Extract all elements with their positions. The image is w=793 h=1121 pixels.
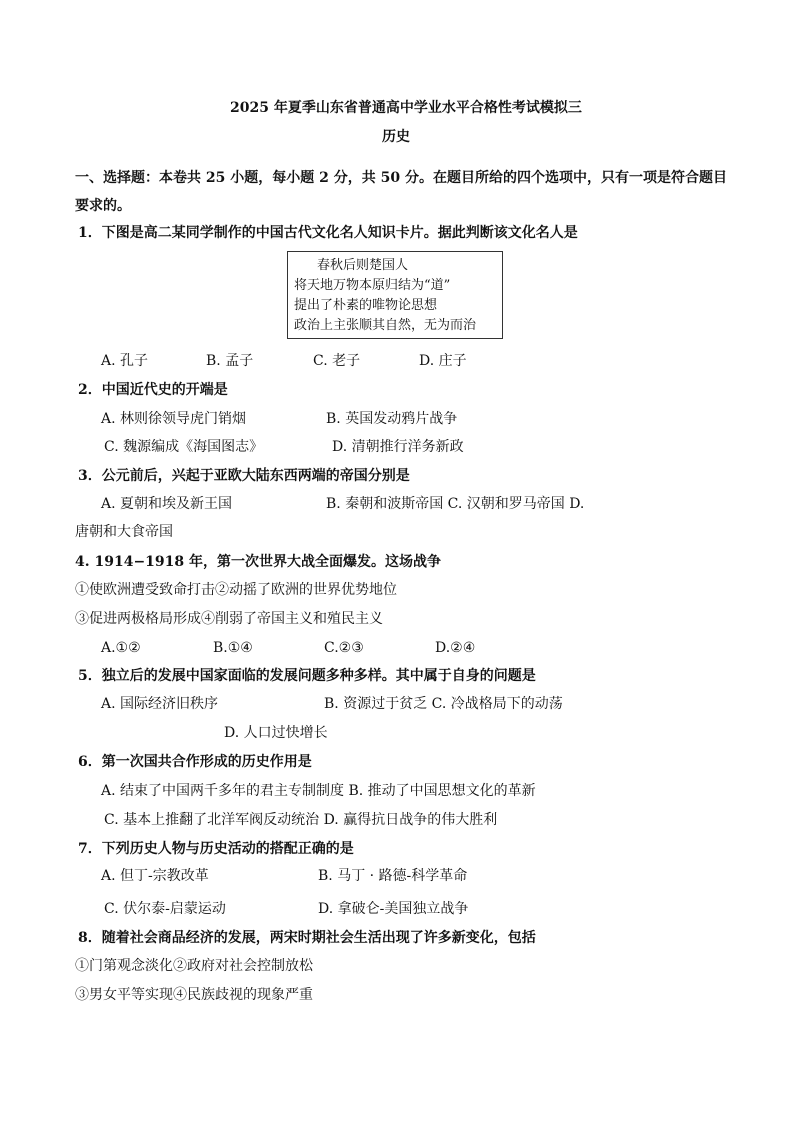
- q5-stem: 5．独立后的发展中国家面临的发展问题多种多样。其中属于自身的问题是: [78, 668, 536, 684]
- card-line: 春秋后则楚国人: [317, 258, 409, 273]
- q7-stem: 7．下列历史人物与历史活动的搭配正确的是: [78, 841, 354, 857]
- q4-option-b: B.①④: [213, 640, 253, 656]
- q2-option-c: C. 魏源编成《海国图志》: [104, 439, 264, 455]
- q7-option-b: B. 马丁 · 路德-科学革命: [318, 868, 468, 884]
- card-line: 政治上主张顺其自然，无为而治: [294, 318, 477, 333]
- q3-options-bcd: B. 秦朝和波斯帝国 C. 汉朝和罗马帝国 D.: [326, 496, 585, 512]
- q4-option-c: C.②③: [324, 640, 364, 656]
- q6-options-cd: C. 基本上推翻了北洋军阀反动统治 D. 赢得抗日战争的伟大胜利: [104, 812, 498, 828]
- q5-option-a: A. 国际经济旧秩序: [101, 696, 219, 712]
- q7-option-a: A. 但丁-宗教改革: [101, 868, 209, 884]
- q4-items-line1: ①使欧洲遭受致命打击②动摇了欧洲的世界优势地位: [75, 582, 397, 598]
- q1-option-b: B. 孟子: [206, 353, 254, 369]
- exam-title: 2025 年夏季山东省普通高中学业水平合格性考试模拟三: [230, 100, 582, 116]
- q2-stem: 2．中国近代史的开端是: [78, 382, 228, 398]
- q1-option-a: A. 孔子: [101, 353, 149, 369]
- q3-option-a: A. 夏朝和埃及新王国: [101, 496, 233, 512]
- knowledge-card: [287, 251, 503, 339]
- q8-items-line2: ③男女平等实现④民族歧视的现象严重: [75, 987, 313, 1003]
- q2-option-a: A. 林则徐领导虎门销烟: [101, 411, 247, 427]
- q4-option-d: D.②④: [435, 640, 476, 656]
- q4-items-line2: ③促进两极格局形成④削弱了帝国主义和殖民主义: [75, 611, 383, 627]
- q8-items-line1: ①门第观念淡化②政府对社会控制放松: [75, 958, 313, 974]
- subject-title: 历史: [382, 129, 410, 145]
- q3-stem: 3．公元前后，兴起于亚欧大陆东西两端的帝国分别是: [78, 468, 410, 484]
- section-intro-line2: 要求的。: [75, 198, 131, 214]
- q1-stem: 1．下图是高二某同学制作的中国古代文化名人知识卡片。据此判断该文化名人是: [78, 225, 578, 241]
- q2-option-d: D. 清朝推行洋务新政: [332, 439, 464, 455]
- q4-stem: 4. 1914−1918 年，第一次世界大战全面爆发。这场战争: [75, 554, 442, 570]
- q6-options-ab: A. 结束了中国两千多年的君主专制制度 B. 推动了中国思想文化的革新: [101, 783, 536, 799]
- q5-option-d: D. 人口过快增长: [224, 725, 328, 741]
- q5-options-bc: B. 资源过于贫乏 C. 冷战格局下的动荡: [324, 696, 563, 712]
- section-intro-line1: 一、选择题：本卷共 25 小题，每小题 2 分，共 50 分。在题目所给的四个选项中，只有一项是符合题目: [75, 170, 727, 186]
- q7-option-d: D. 拿破仑-美国独立战争: [318, 901, 469, 917]
- q8-stem: 8．随着社会商品经济的发展，两宋时期社会生活出现了许多新变化，包括: [78, 930, 536, 946]
- card-line: 将天地万物本原归结为“道”: [294, 278, 451, 293]
- q4-option-a: A.①②: [101, 640, 141, 656]
- q1-option-c: C. 老子: [313, 353, 361, 369]
- q7-option-c: C. 伏尔泰-启蒙运动: [104, 901, 226, 917]
- q3-option-d-cont: 唐朝和大食帝国: [75, 524, 173, 540]
- q6-stem: 6．第一次国共合作形成的历史作用是: [78, 754, 312, 770]
- q2-option-b: B. 英国发动鸦片战争: [326, 411, 458, 427]
- card-line: 提出了朴素的唯物论思想: [294, 298, 438, 313]
- q1-option-d: D. 庄子: [419, 353, 467, 369]
